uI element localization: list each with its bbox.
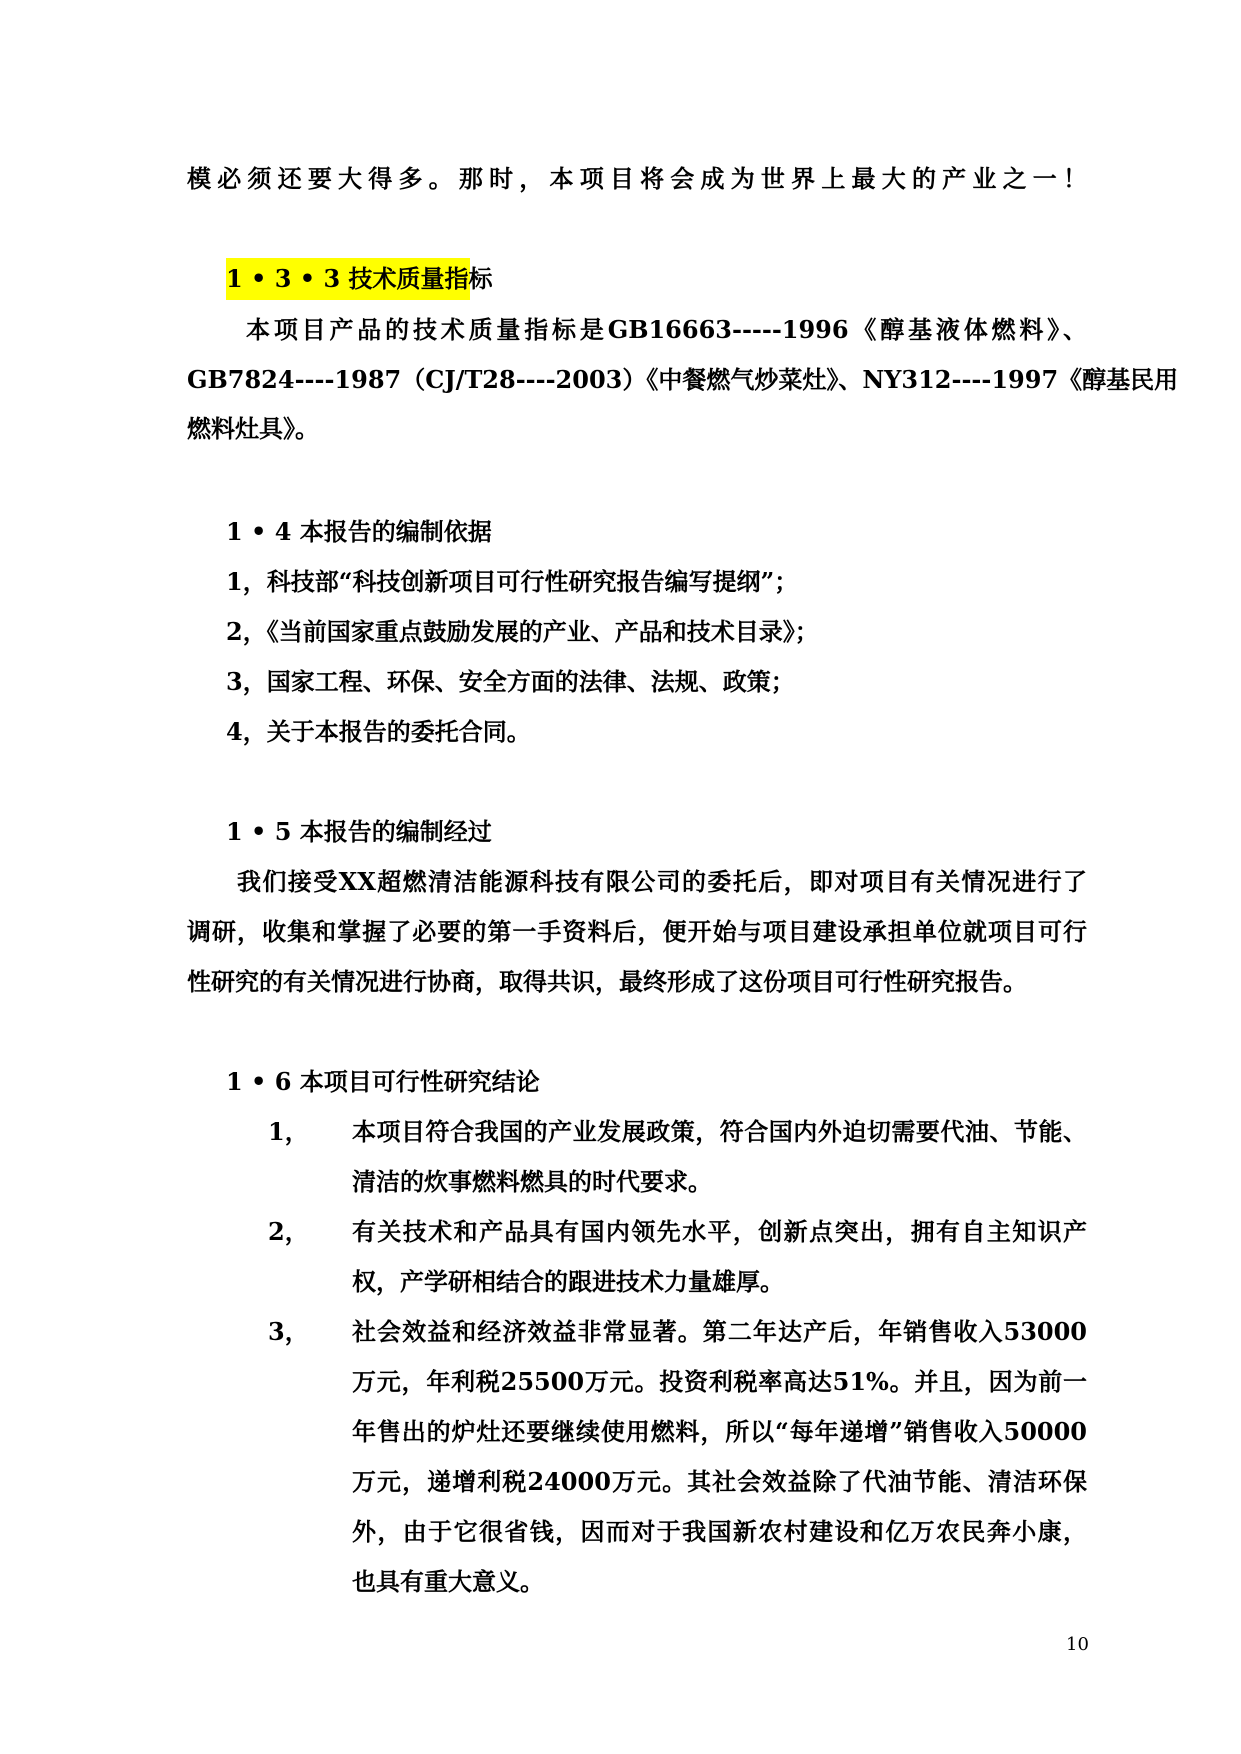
section-15-line: 性研究的有关情况进行协商，取得共识，最终形成了这份项目可行性研究报告。	[187, 967, 1027, 996]
list-item: 1，科技部“科技创新项目可行性研究报告编写提纲”；	[226, 567, 799, 596]
conclusion-line: 有关技术和产品具有国内领先水平，创新点突出，拥有自主知识产	[352, 1217, 1087, 1246]
conclusion-line: 万元，年利税25500万元。投资利税率高达51%。并且，因为前一	[352, 1367, 1087, 1396]
conclusion-line: 年售出的炉灶还要继续使用燃料，所以“每年递增”销售收入50000	[352, 1417, 1087, 1446]
conclusion-line: 也具有重大意义。	[352, 1567, 544, 1596]
list-item: 4，关于本报告的委托合同。	[226, 717, 531, 746]
conclusion-number: 3，	[268, 1317, 309, 1346]
page-number: 10	[1066, 1634, 1089, 1655]
conclusion-line: 本项目符合我国的产业发展政策，符合国内外迫切需要代油、节能、	[352, 1117, 1087, 1146]
section-15-line: 调研，收集和掌握了必要的第一手资料后，便开始与项目建设承担单位就项目可行	[187, 917, 1087, 946]
conclusion-line: 万元，递增利税24000万元。其社会效益除了代油节能、清洁环保	[352, 1467, 1087, 1496]
section-14-heading: 1 • 4 本报告的编制依据	[226, 517, 492, 546]
conclusion-line: 社会效益和经济效益非常显著。第二年达产后，年销售收入53000	[352, 1317, 1087, 1346]
section-133-line: 本项目产品的技术质量指标是GB16663-----1996《醇基液体燃料》、	[246, 315, 1087, 344]
section-133-heading: 1 • 3 • 3 技术质量指标	[226, 264, 493, 293]
section-133-line: 燃料灶具》。	[187, 414, 319, 443]
list-item: 2，《当前国家重点鼓励发展的产业、产品和技术目录》；	[226, 617, 819, 646]
section-15-line: 我们接受XX超燃清洁能源科技有限公司的委托后，即对项目有关情况进行了	[237, 867, 1087, 896]
list-item: 3，国家工程、环保、安全方面的法律、法规、政策；	[226, 667, 795, 696]
conclusion-number: 2，	[268, 1217, 309, 1246]
conclusion-line: 外，由于它很省钱，因而对于我国新农村建设和亿万农民奔小康，	[352, 1517, 1087, 1546]
conclusion-number: 1，	[268, 1117, 309, 1146]
section-133-line: GB7824----1987（CJ/T28----2003）《中餐燃气炒菜灶》、NY312----1997《醇基民用	[187, 365, 1179, 394]
section-15-heading: 1 • 5 本报告的编制经过	[226, 817, 492, 846]
conclusion-line: 权，产学研相结合的跟进技术力量雄厚。	[352, 1267, 784, 1296]
conclusion-line: 清洁的炊事燃料燃具的时代要求。	[352, 1167, 712, 1196]
section-16-heading: 1 • 6 本项目可行性研究结论	[226, 1067, 540, 1096]
intro-paragraph: 模必须还要大得多。那时，本项目将会成为世界上最大的产业之一！	[187, 164, 1087, 193]
